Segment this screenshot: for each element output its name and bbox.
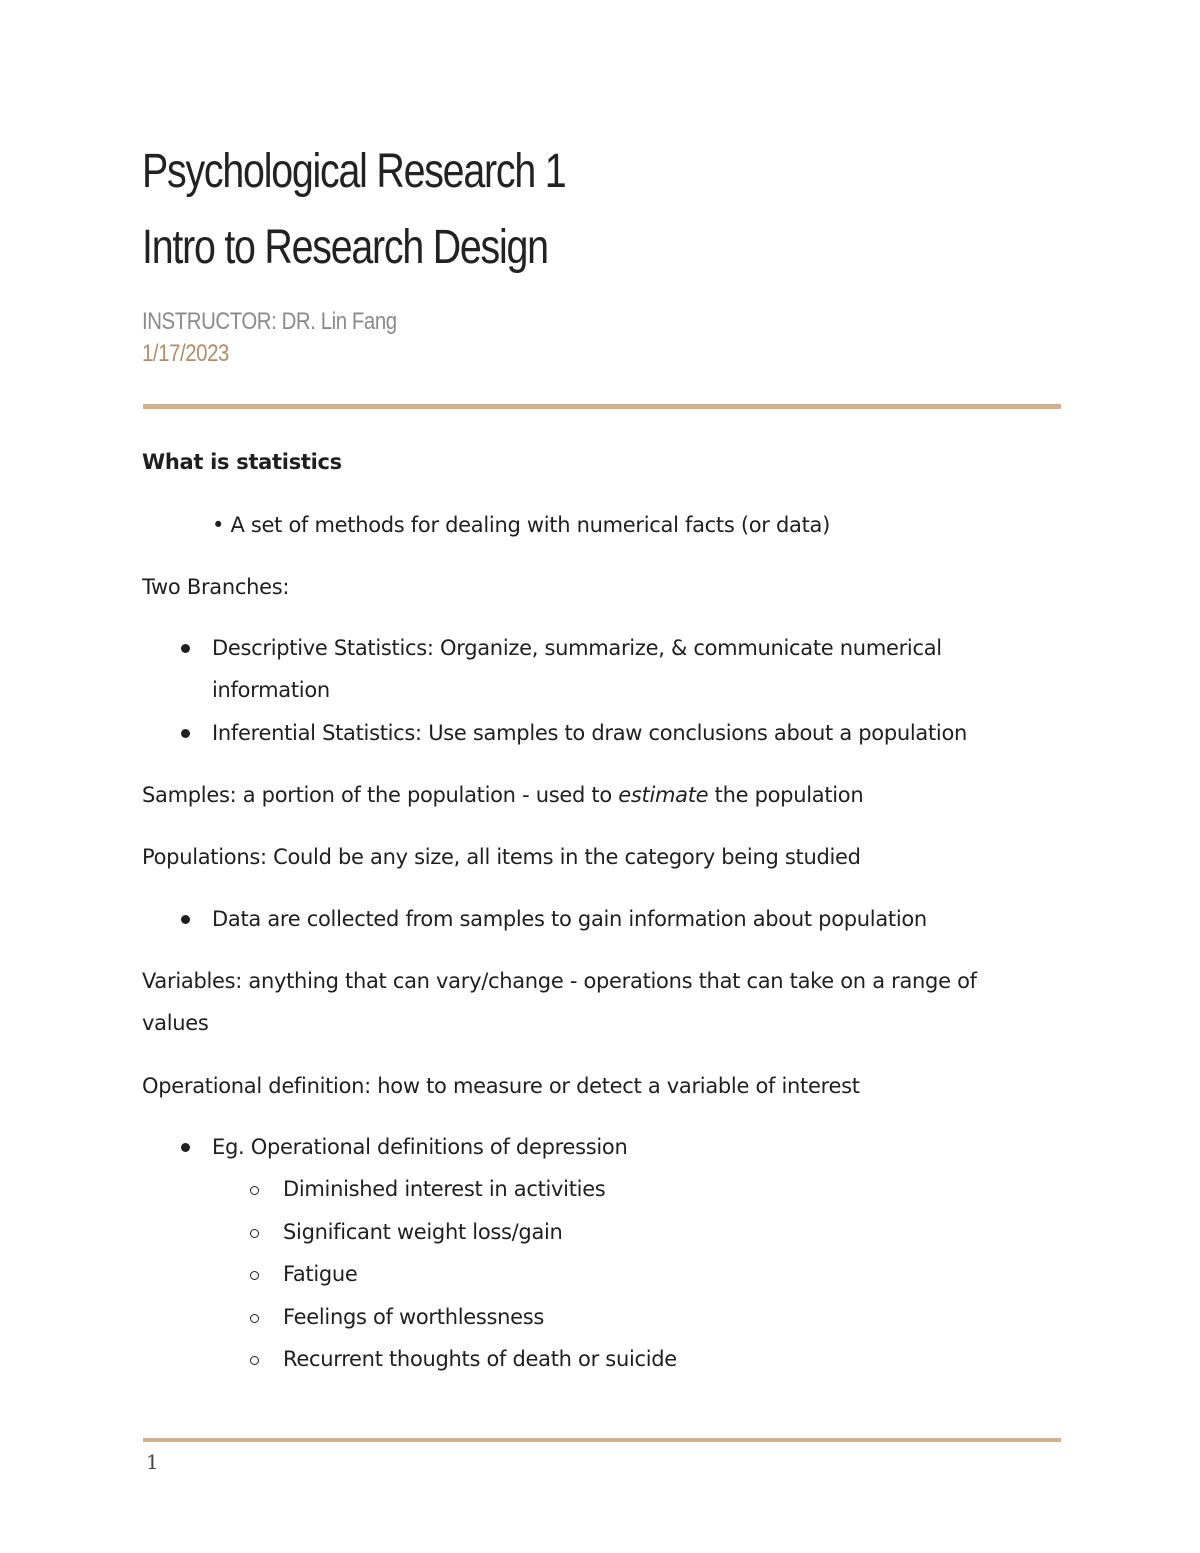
variables-definition: Variables: anything that can vary/change - operations that can take on a range of bbox=[142, 969, 977, 993]
op-subitem: Fatigue bbox=[283, 1262, 358, 1286]
bullet-dot-icon bbox=[181, 729, 190, 738]
branch-descriptive: Descriptive Statistics: Organize, summarize, & communicate numerical bbox=[212, 636, 942, 660]
samples-text-pre: Samples: a portion of the population - used to bbox=[142, 783, 619, 807]
bullet-ring-icon bbox=[250, 1314, 259, 1323]
bullet-dot-icon bbox=[181, 1143, 190, 1152]
date-line: 1/17/2023 bbox=[142, 340, 229, 367]
bullet-dot-icon bbox=[181, 915, 190, 924]
section-heading-statistics: What is statistics bbox=[142, 450, 342, 474]
operational-example: Eg. Operational definitions of depression bbox=[212, 1135, 628, 1159]
statistics-definition: • A set of methods for dealing with numerical facts (or data) bbox=[212, 513, 830, 537]
samples-text-post: the population bbox=[708, 783, 864, 807]
op-subitem: Recurrent thoughts of death or suicide bbox=[283, 1347, 677, 1371]
document-subtitle: Intro to Research Design bbox=[142, 221, 548, 274]
bullet-ring-icon bbox=[250, 1186, 259, 1195]
op-subitem: Diminished interest in activities bbox=[283, 1177, 606, 1201]
page-number: 1 bbox=[146, 1450, 159, 1474]
operational-definition: Operational definition: how to measure or detect a variable of interest bbox=[142, 1074, 860, 1098]
bullet-ring-icon bbox=[250, 1356, 259, 1365]
bullet-dot-icon bbox=[181, 644, 190, 653]
variables-definition-cont: values bbox=[142, 1011, 209, 1035]
populations-definition: Populations: Could be any size, all items in the category being studied bbox=[142, 845, 861, 869]
header-divider bbox=[143, 404, 1061, 409]
footer-divider bbox=[143, 1438, 1061, 1442]
op-subitem: Significant weight loss/gain bbox=[283, 1220, 563, 1244]
samples-text-emphasis: estimate bbox=[618, 783, 709, 807]
bullet-ring-icon bbox=[250, 1229, 259, 1238]
bullet-ring-icon bbox=[250, 1271, 259, 1280]
populations-bullet: Data are collected from samples to gain information about population bbox=[212, 907, 927, 931]
branch-descriptive-cont: information bbox=[212, 678, 330, 702]
samples-definition bbox=[142, 774, 863, 816]
branch-inferential: Inferential Statistics: Use samples to draw conclusions about a population bbox=[212, 721, 968, 745]
document-title: Psychological Research 1 bbox=[142, 145, 566, 198]
instructor-line: INSTRUCTOR: DR. Lin Fang bbox=[142, 308, 397, 335]
op-subitem: Feelings of worthlessness bbox=[283, 1305, 545, 1329]
two-branches-label: Two Branches: bbox=[142, 575, 290, 599]
